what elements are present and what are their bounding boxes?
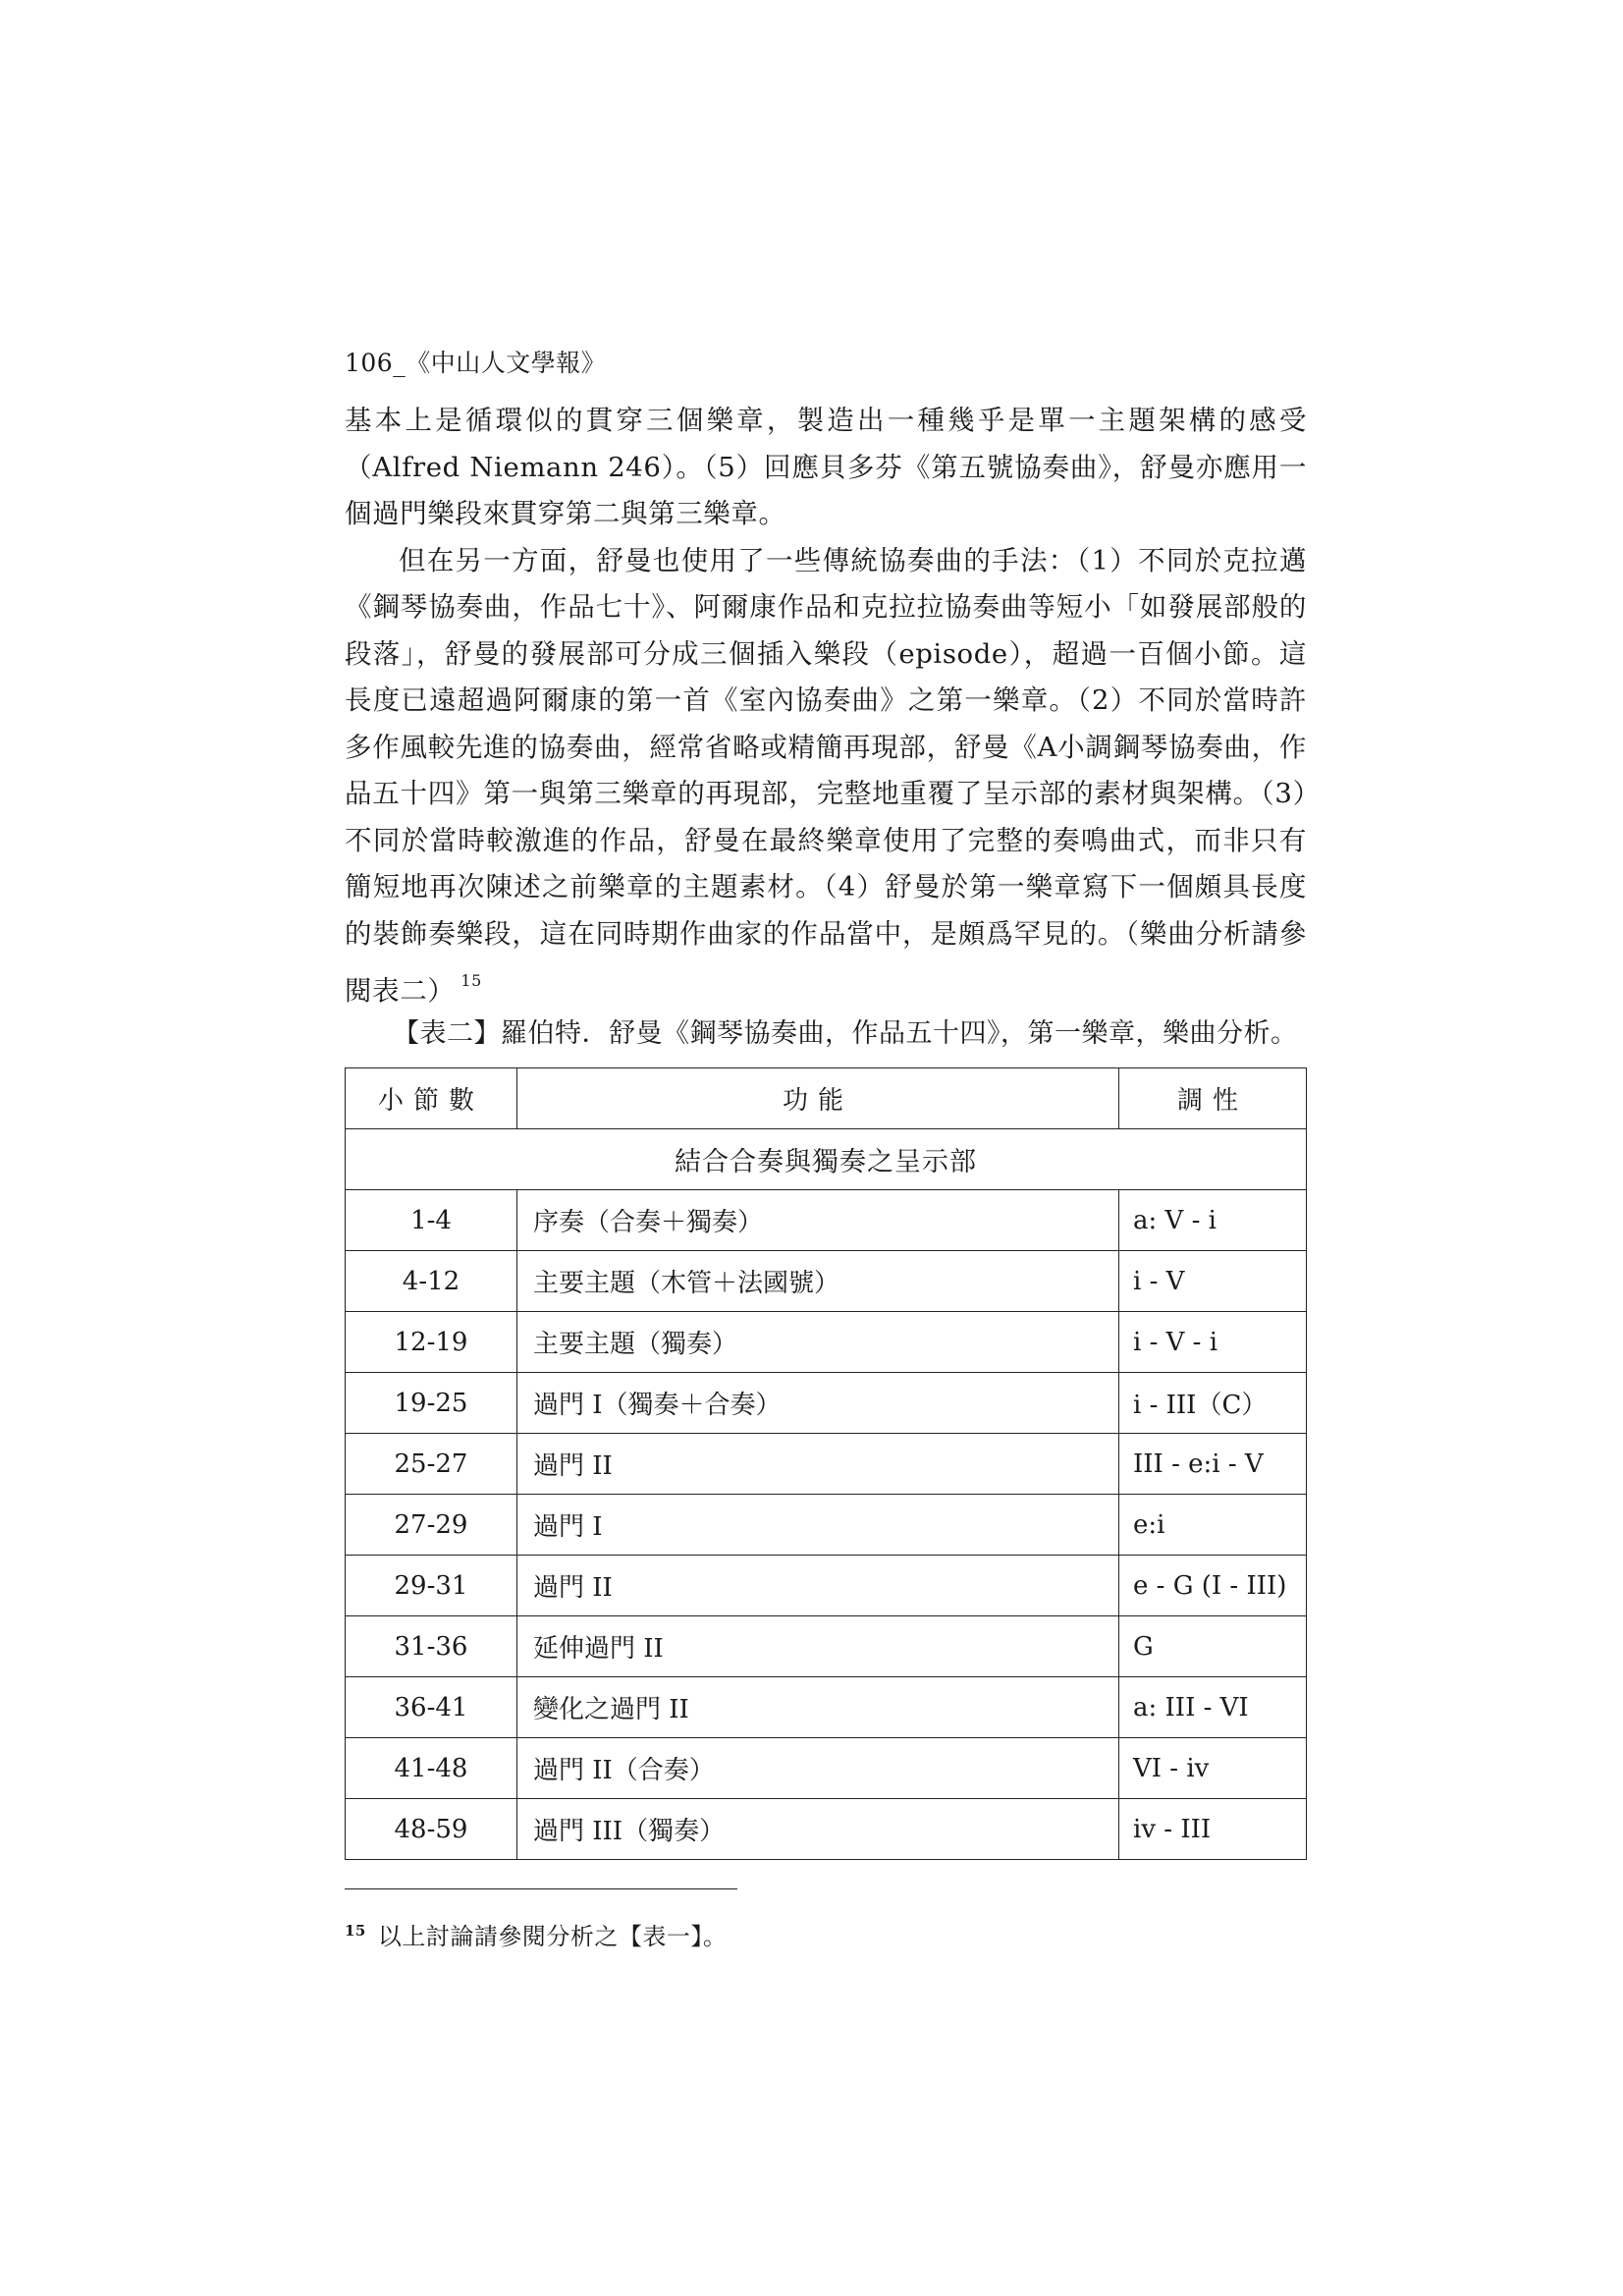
cell-key: a: V - i [1119, 1190, 1307, 1251]
section-title: 結合合奏與獨奏之呈示部 [346, 1129, 1307, 1190]
table-header-row [346, 1068, 1307, 1129]
table-row [346, 1190, 1307, 1251]
cell-measures: 19-25 [346, 1373, 517, 1434]
analysis-table [345, 1067, 1307, 1860]
cell-measures: 29-31 [346, 1556, 517, 1616]
table-row [346, 1434, 1307, 1495]
cell-function: 過門 I [517, 1495, 1119, 1556]
footnote-text: 以上討論請參閱分析之【表一】。 [377, 1923, 728, 1950]
paragraph-1: 基本上是循環似的貫穿三個樂章，製造出一種幾乎是單一主題架構的感受（Alfred Niemann 246）。（5）回應貝多芬《第五號協奏曲》，舒曼亦應用一個過門樂段來貫穿第二與第三樂章。 [345, 405, 1307, 529]
cell-key: i - V [1119, 1251, 1307, 1312]
footnote-number: 15 [345, 1922, 366, 1940]
cell-function: 過門 II（合奏） [517, 1738, 1119, 1799]
cell-key: G [1119, 1616, 1307, 1677]
footnote [345, 1917, 727, 1951]
paragraph-2 [345, 538, 1307, 1015]
table-row [346, 1616, 1307, 1677]
cell-key: III - e:i - V [1119, 1434, 1307, 1495]
cell-measures: 25-27 [346, 1434, 517, 1495]
cell-function: 過門 II [517, 1434, 1119, 1495]
running-head: 106_《中山人文學報》 [345, 349, 607, 377]
cell-key: i - III（C） [1119, 1373, 1307, 1434]
footnote-reference[interactable]: 15 [460, 971, 482, 990]
header-function: 功能 [517, 1068, 1119, 1129]
cell-function: 過門 III（獨奏） [517, 1799, 1119, 1860]
body-text [345, 398, 1307, 1015]
cell-function: 變化之過門 II [517, 1677, 1119, 1738]
cell-measures: 27-29 [346, 1495, 517, 1556]
cell-measures: 41-48 [346, 1738, 517, 1799]
cell-key: i - V - i [1119, 1312, 1307, 1373]
cell-key: e:i [1119, 1495, 1307, 1556]
table-caption: 【表二】羅伯特．舒曼《鋼琴協奏曲，作品五十四》，第一樂章，樂曲分析。 [393, 1018, 1298, 1049]
header-key: 調性 [1119, 1068, 1307, 1129]
cell-key: VI - iv [1119, 1738, 1307, 1799]
section-title-row [346, 1129, 1307, 1190]
cell-function: 延伸過門 II [517, 1616, 1119, 1677]
cell-key: iv - III [1119, 1799, 1307, 1860]
header-measures: 小節數 [346, 1068, 517, 1129]
table-row [346, 1799, 1307, 1860]
paragraph-2-text: 但在另一方面，舒曼也使用了一些傳統協奏曲的手法：（1）不同於克拉邁《鋼琴協奏曲，作品七十》、阿爾康作品和克拉拉協奏曲等短小「如發展部般的段落」，舒曼的發展部可分成三個插入樂段（episode），超過一百個小節。這長度已遠超過阿爾康的第一首《室內協奏曲》之第一樂章。（2）不同於當時許多作風較先進的協奏曲，經常省略或精簡再現部，舒曼《A小調鋼琴協奏曲，作品五十四》第一與第三樂章的再現部，完整地重覆了呈示部的素材與架構。（3）不同於當時較激進的作品，舒曼在最終樂章使用了完整的奏鳴曲式，而非只有簡短地再次陳述之前樂章的主題素材。（4）舒曼於第一樂章寫下一個頗具長度的裝飾奏樂段，這在同時期作曲家的作品當中，是頗爲罕見的。（樂曲分析請參閱表二） [345, 544, 1307, 1007]
cell-function: 主要主題（獨奏） [517, 1312, 1119, 1373]
cell-key: e - G (I - III) [1119, 1556, 1307, 1616]
cell-function: 序奏（合奏＋獨奏） [517, 1190, 1119, 1251]
table-row [346, 1495, 1307, 1556]
table-row [346, 1312, 1307, 1373]
cell-function: 主要主題（木管＋法國號） [517, 1251, 1119, 1312]
table-row [346, 1251, 1307, 1312]
cell-measures: 4-12 [346, 1251, 517, 1312]
cell-measures: 31-36 [346, 1616, 517, 1677]
cell-measures: 36-41 [346, 1677, 517, 1738]
cell-measures: 1-4 [346, 1190, 517, 1251]
table-row [346, 1556, 1307, 1616]
table-row [346, 1373, 1307, 1434]
cell-function: 過門 II [517, 1556, 1119, 1616]
footnote-divider [345, 1888, 737, 1889]
cell-measures: 12-19 [346, 1312, 517, 1373]
table-row [346, 1677, 1307, 1738]
cell-function: 過門 I（獨奏＋合奏） [517, 1373, 1119, 1434]
table-row [346, 1738, 1307, 1799]
cell-key: a: III - VI [1119, 1677, 1307, 1738]
cell-measures: 48-59 [346, 1799, 517, 1860]
